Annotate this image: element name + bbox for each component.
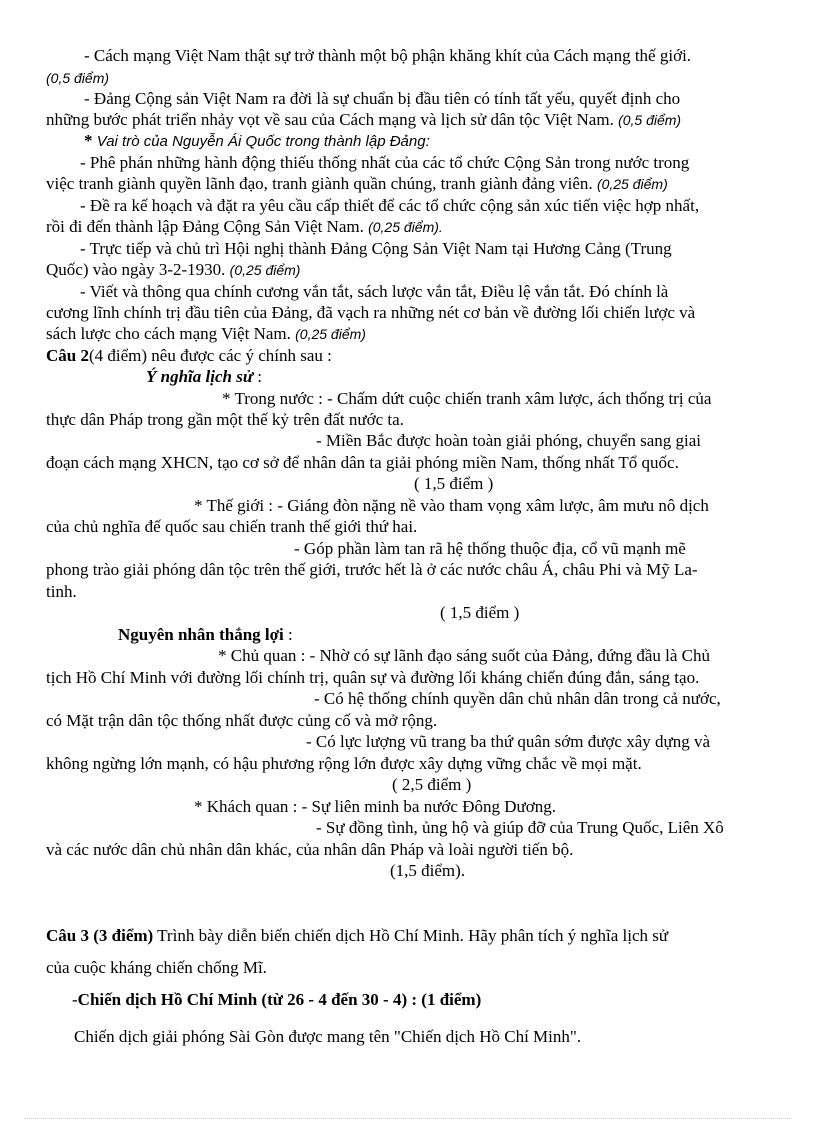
question-2-heading	[46, 346, 332, 366]
page-bottom-divider	[24, 1118, 792, 1119]
text-line: - Cách mạng Việt Nam thật sự trở thành một bộ phận khăng khít của Cách mạng thế giới.	[84, 46, 692, 65]
question-text: (4 điểm) nêu được các ý chính sau :	[88, 346, 332, 365]
section-heading	[84, 131, 430, 152]
text-line	[46, 324, 366, 344]
score-note: (0,25 điểm)	[596, 176, 668, 192]
score-note: ( 1,5 điểm )	[414, 474, 494, 493]
score-note: (0,25 điểm)	[229, 262, 301, 278]
text-line: * Khách quan : - Sự liên minh ba nước Đông Dương.	[194, 797, 556, 816]
text-line: - Đảng Cộng sản Việt Nam ra đời là sự chuẩn bị đầu tiên có tính tất yếu, quyết định cho	[84, 89, 681, 108]
heading-text: Chiến dịch Hồ Chí Minh (từ 26 - 4 đến 30 - 4) : (1 điểm)	[77, 990, 482, 1009]
text-line: * Trong nước : - Chấm dứt cuộc chiến tranh xâm lược, ách thống trị của	[222, 389, 712, 408]
heading-text: Vai trò của Nguyễn Ái Quốc trong thành lập Đảng:	[96, 133, 430, 150]
question-3-heading	[46, 926, 668, 946]
text-line: - Trực tiếp và chủ trì Hội nghị thành Đảng Cộng Sản Việt Nam tại Hương Cảng (Trung	[80, 239, 672, 258]
text-line: và các nước dân chủ nhân dân khác, của nhân dân Pháp và loài người tiến bộ.	[46, 840, 574, 859]
score-note: ( 1,5 điểm )	[440, 603, 520, 622]
text-span: những bước phát triển nhảy vọt về sau của Cách mạng và lịch sử dân tộc Việt Nam.	[46, 110, 614, 129]
score-note: (1,5 điểm).	[390, 861, 466, 880]
text-line: có Mặt trận dân tộc thống nhất được củng cố và mở rộng.	[46, 711, 438, 730]
text-line: cương lĩnh chính trị đầu tiên của Đảng, đã vạch ra những nét cơ bản về đường lối chiến lược và	[46, 303, 696, 322]
text-line	[46, 260, 300, 280]
subsection-heading	[118, 625, 293, 645]
campaign-heading	[72, 990, 481, 1010]
question-label: Câu 2	[46, 346, 89, 365]
text-line	[46, 217, 443, 237]
text-line: - Đề ra kế hoạch và đặt ra yêu cầu cấp thiết để các tổ chức cộng sản xúc tiến việc hợp nhất,	[80, 196, 700, 215]
text-line: của chủ nghĩa đế quốc sau chiến tranh thế giới thứ hai.	[46, 517, 418, 536]
text-line: thực dân Pháp trong gần một thế kỷ trên đất nước ta.	[46, 410, 404, 429]
text-line: * Thế giới : - Giáng đòn nặng nề vào tham vọng xâm lược, âm mưu nô dịch	[194, 496, 709, 515]
text-line: - Góp phần làm tan rã hệ thống thuộc địa, cổ vũ mạnh mẽ	[294, 539, 686, 558]
question-label: Câu 3 (3 điểm)	[46, 926, 154, 945]
text-line: - Viết và thông qua chính cương vắn tắt, sách lược vắn tắt, Điều lệ vắn tắt. Đó chính là	[80, 282, 669, 301]
question-text: Trình bày diễn biến chiến dịch Hồ Chí Minh. Hãy phân tích ý nghĩa lịch sử	[153, 926, 669, 945]
text-line: - Sự đồng tình, ủng hộ và giúp đỡ của Trung Quốc, Liên Xô	[316, 818, 724, 837]
text-line: - Miền Bắc được hoàn toàn giải phóng, chuyển sang giai	[316, 431, 702, 450]
heading-text: Ý nghĩa lịch sử	[146, 367, 254, 386]
text-line: tinh.	[46, 582, 77, 601]
score-note: (0,5 điểm)	[618, 112, 682, 128]
text-line: - Có hệ thống chính quyền dân chủ nhân dân trong cả nước,	[314, 689, 721, 708]
text-line	[46, 110, 681, 130]
text-line: - Phê phán những hành động thiếu thống nhất của các tổ chức Cộng Sản trong nước trong	[80, 153, 690, 172]
text-line: Chiến dịch giải phóng Sài Gòn được mang tên "Chiến dịch Hồ Chí Minh".	[74, 1027, 582, 1046]
text-line: không ngừng lớn mạnh, có hậu phương rộng lớn được xây dựng vững chắc về mọi mặt.	[46, 754, 642, 773]
score-note: (0,25 điểm).	[368, 219, 443, 235]
text-span: sách lược cho cách mạng Việt Nam.	[46, 324, 291, 343]
text-line: * Chủ quan : - Nhờ có sự lãnh đạo sáng suốt của Đảng, đứng đầu là Chủ	[218, 646, 711, 665]
text-line: của cuộc kháng chiến chống Mĩ.	[46, 958, 267, 977]
heading-colon: :	[283, 625, 293, 644]
text-line	[46, 174, 668, 194]
text-line: - Có lực lượng vũ trang ba thứ quân sớm được xây dựng và	[306, 732, 710, 751]
score-note: (0,5 điểm)	[46, 70, 110, 86]
heading-colon: :	[253, 367, 262, 386]
heading-dash: -	[72, 990, 78, 1009]
score-note: (0,25 điểm)	[295, 326, 366, 342]
bullet-star: *	[84, 131, 93, 150]
text-span: Quốc) vào ngày 3-2-1930.	[46, 260, 226, 279]
score-note: ( 2,5 điểm )	[392, 775, 472, 794]
text-line: tịch Hồ Chí Minh với đường lối chính trị, quân sự và đường lối kháng chiến đúng đắn, sáng tạo.	[46, 668, 700, 687]
text-line: phong trào giải phóng dân tộc trên thế giới, trước hết là ở các nước châu Á, châu Phi và Mỹ La-	[46, 560, 698, 579]
text-span: rồi đi đến thành lập Đảng Cộng Sản Việt Nam.	[46, 217, 364, 236]
heading-text: Nguyên nhân thắng lợi	[118, 625, 284, 644]
subsection-heading	[146, 367, 262, 387]
text-span: việc tranh giành quyền lãnh đạo, tranh giành quần chúng, tranh giành đảng viên.	[46, 174, 593, 193]
text-line: đoạn cách mạng XHCN, tạo cơ sở để nhân dân ta giải phóng miền Nam, thống nhất Tổ quốc.	[46, 453, 679, 472]
